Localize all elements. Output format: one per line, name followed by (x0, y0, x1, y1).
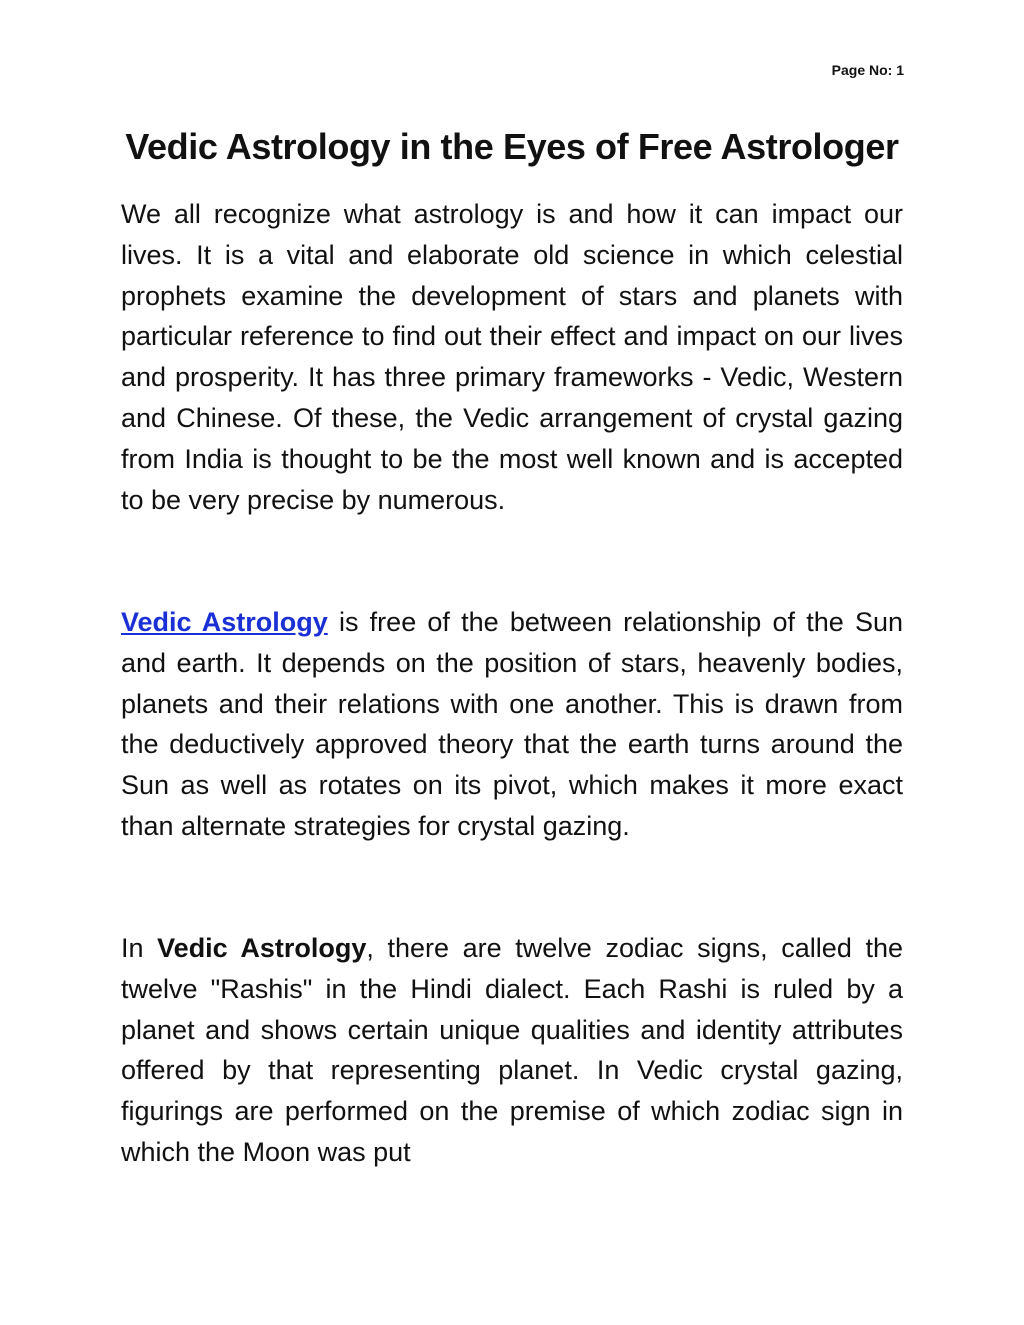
paragraph-intro: We all recognize what astrology is and how it can impact our lives. It is a vital and elaborate old science in which celestial prophets examine the development of stars and planets with particular reference to find out their effect and impact on our lives and prosperity. It has three primary frameworks - Vedic, Western and Chinese. Of these, the Vedic arrangement of crystal gazing from India is thought to be the most well known and is accepted to be very precise by numerous. (121, 199, 903, 515)
paragraph-vedic-astrology (121, 602, 903, 847)
paragraph-zodiac-text: , there are twelve zodiac signs, called the twelve "Rashis" in the Hindi dialect. Each Rashi is ruled by a planet and shows certain unique qualities and identity attributes offered by that representing planet. In Vedic crystal gazing, figurings are performed on the premise of which zodiac sign in which the Moon was put (121, 933, 903, 1167)
paragraph-zodiac-bold-term: Vedic Astrology (157, 933, 367, 963)
page-number: Page No: 1 (831, 62, 904, 78)
document-title: Vedic Astrology in the Eyes of Free Astrologer (125, 126, 899, 167)
paragraph-zodiac-signs (121, 928, 903, 1173)
paragraph-zodiac-lead: In (121, 933, 158, 963)
paragraph-vedic-astrology-text: is free of the between relationship of the Sun and earth. It depends on the position of stars, heavenly bodies, planets and their relations with one another. This is drawn from the deductively approved theory that the earth turns around the Sun as well as rotates on its pivot, which makes it more exact than alternate strategies for crystal gazing. (121, 607, 903, 841)
vedic-astrology-link[interactable]: Vedic Astrology (121, 607, 328, 637)
